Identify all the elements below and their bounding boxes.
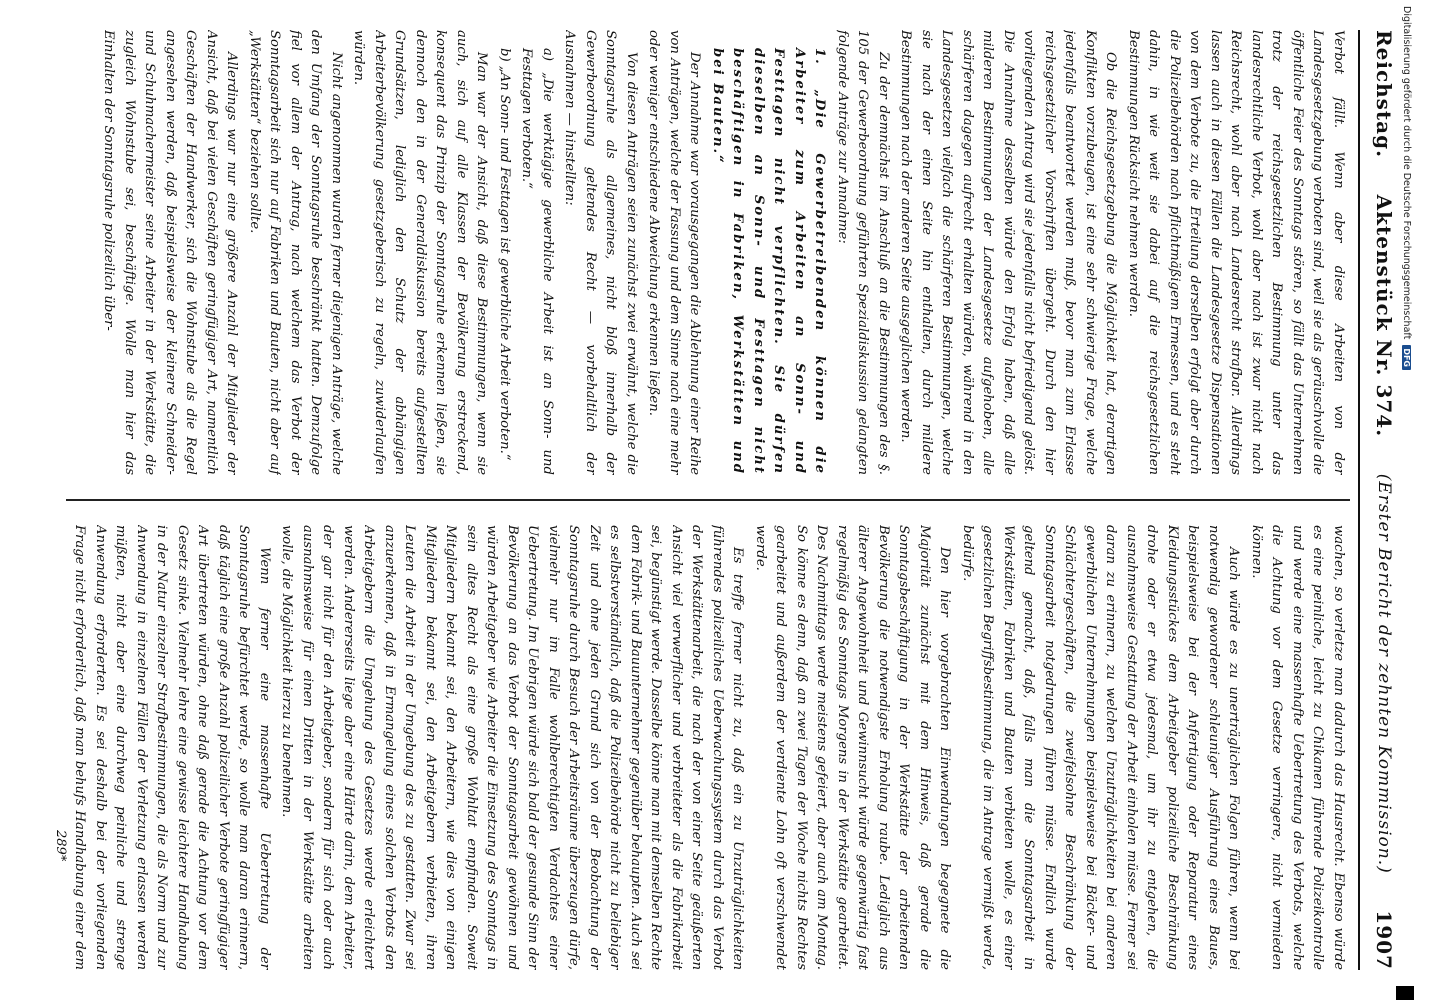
credit-text: Digitalisierung gefördert durch die Deutsche Forschungsgemeinschaft (1401, 6, 1413, 340)
header-document-number: Aktenstück Nr. 374. (1372, 194, 1396, 438)
paragraph: Wenn ferner eine massenhafte Uebertretung der Sonntagsruhe befürchtet werde, so wolle man daran erinnern, daß täglich eine große Anzahl polizeilicher Verbote geringfügiger Art übertreten würden, ohne daß gerade die Achtung vor dem Gesetz sinke. Vielmehr lehre eine gewisse leichtere Handhabung in der Natur einzelner Strafbestimmungen, die als Norm und zur Anwendung in einzelnen Fällen der Verletzung erlassen werden müßten, nicht aber eine durchweg peinliche und strenge Anwendung erforderten. Es sei deshalb bei der vorliegenden Frage nicht erforderlich, daß man behufs Handhabung einer dem (72, 525, 272, 970)
list-item-b: b) „An Sonn- und Festtagen ist gewerbliche Arbeit verboten.“ (497, 48, 512, 461)
paragraph: Zu der demnächst im Anschluß an die Bestimmungen des §. 105 der Gewerbeordnung geführten Spezialdiskussion gelangten folgende Anträge zur Annahme: (835, 30, 891, 475)
paragraph: Von diesen Anträgen seien zunächst zwei erwähnt, welche die Sonntagsruhe als allgemeines, nicht bloß innerhalb der Gewerbeordnung geltendes Recht — vorbehaltlich der Ausnahmen — hinstellten: (562, 30, 639, 475)
paragraph: Es treffe ferner nicht zu, daß ein zu Unzuträglichkeiten führendes polizeiliches Ueberwachungssystem durch das Verbot der Werkstättenarbeit, die nach der von einer Seite geäußerten Ansicht viel verwerflicher und verbreiteter als die Fabrikarbeit sei, begünstigt werde. Dasselbe könne man mit demselben Rechte dem Fabrik- und Bauunternehmer gegenüber behaupten. Auch sei es selbstverständlich, daß die Polizeibehörde nicht zu beliebiger Zeit und ohne jeden Grund sich von der Beobachtung der Sonntagsruhe durch Besuch der Arbeitsräume überzeugen dürfe, vielmehr nur im Falle wohlberechtigten Verdachtes einer Uebertretung. Im Uebrigen würde sich bald der gesunde Sinn der Bevölkerung an das Verbot der Sonntagsarbeit gewöhnen und würden Arbeitgeber wie Arbeiter die Einsetzung des Sonntags in sein altes Recht als eine große Wohltat empfinden. Soweit Mitgliedern bekannt sei, den Arbeitern, wie dies von einigen Mitgliedern bekannt sei, den Arbeitgebern verbieten, ihren Leuten die Arbeit in der Umgebung des zu gestatten. Zwar sei anzuerkennen, daß in Ermangelung eines solchen Verbots den Arbeitgebern die Umgehung des Gesetzes werde erleichtert werden. Andererseits liege aber eine Härte darin, dem Arbeiter, der gar nicht für den Arbeitgeber, sondern für sich oder auch ausnahmsweise für einen Dritten in der Werkstätte arbeiten wolle, die Möglichkeit hierzu zu benehmen. (279, 525, 746, 970)
header-left: Reichstag. (1372, 30, 1396, 159)
header-title: (Erster Bericht der zehnten Kommission.) (1374, 473, 1394, 874)
paragraph: Den hier vorgebrachten Einwendungen begegnete die Majorität zunächst mit dem Hinweis, daß gerade die Sonntagsbeschäftigung in der Werkstätte der arbeitenden Bevölkerung die notwendigste Erholung raube. Lediglich aus älterer Angewohnheit und Gewinnsucht würde gegenwärtig fast regelmäßig des Sonntags Morgens in der Werkstätte gearbeitet. Des Nachmittags werde meistens gefeiert, aber auch am Montag. So könne es denn, daß an zwei Tagen der Woche nichts Rechtes gearbeitet und außerdem der verdiente Lohn oft verschwendet werde. (753, 525, 953, 970)
page-number: 289* (53, 830, 68, 862)
column-divider (66, 499, 1350, 501)
paragraph: Ob die Reichsgesetzgebung die Möglichkeit hat, derartigen Konflikten vorzubeugen, ist eine sehr schwierige Frage, welche jedenfalls beantwortet werden muß, bevor man zum Erlasse reichsgesetzlicher Vorschriften übergeht. Durch den hier vorliegenden Antrag wird sie jedenfalls nicht befriedigend gelöst. Die Annahme desselben würde den Erfolg haben, daß alle milderen Bestimmungen der Landesgesetze aufgehoben, alle schärferen dagegen aufrecht erhalten würden, während in den Landesgesetzen vielfach die schärferen Bestimmungen, welche sie nach der einen Seite hin enthalten, durch mildere Bestimmungen nach der anderen Seite ausgeglichen werden. (898, 30, 1119, 475)
paragraph: Auch würde es zu unerträglichen Folgen führen, wenn bei notwendig gewordener schleuniger Ausführung eines Baues, beispielsweise bei der Anfertigung oder Reparatur eines Kleidungsstückes dem Arbeitgeber polizeiliche Beschränkung drohe oder er etwa jedesmal, um ihr zu entgehen, die ausnahmsweise Gestattung der Arbeit einholen müsse. Ferner sei daran zu erinnern, zu welchen Unzuträglichkeiten bei anderen gewerblichen Unternehmungen beispielsweise bei Bäcker- und Schlächtergeschäften, die zweifelsohne Beschränkung der Sonntagsarbeit notgedrungen führen müsse. Endlich wurde geltend gemacht, daß, falls man die Sonntagsarbeit in Werkstätten, Fabriken und Bauten verbieten wolle, es einer gesetzlichen Begriffsbestimmung, die im Antrage vermißt werde, bedürfe. (960, 525, 1242, 970)
digitization-credit (1400, 6, 1414, 806)
paragraph: wachen, so verletze man dadurch das Hausrecht. Ebenso würde es eine peinliche, leicht zu Chikanen führende Polizeikontrolle und werde eine massenhafte Uebertretung des Verbots, welche die Achtung vor dem Gesetze verringere, nicht vermieden können. (1249, 525, 1346, 970)
paragraph: Der Annahme war vorausgegangen die Ablehnung einer Reihe von Anträgen, welche der Fassung und dem Sinne nach eine mehr oder weniger entschiedene Abweichung erkennen ließen. (646, 30, 703, 475)
header-rule (1358, 30, 1360, 970)
document-page (46, 30, 1406, 970)
text-column-right (68, 525, 1348, 970)
paragraph: Man war der Ansicht, daß diese Bestimmungen, wenn sie auch, sich auf alle Klassen der Bevölkerung erstreckend, konsequent das Prinzip der Sonntagsruhe erkennen ließen, sie dennoch den in der Generaldiskussion bereits aufgestellten Grundsätzen, lediglich den Schutz der abhängigen Arbeiterbevölkerung gesetzgeberisch zu regeln, zuwiderlaufen würden. (351, 30, 490, 475)
paragraph: Allerdings war nur eine größere Anzahl der Mitglieder der Ansicht, daß bei vielen Geschäften geringfügiger Art, namentlich Geschäften der Handwerker, sich die Wohnstube als die Regel angesehen werden, daß beispielsweise der kleinere Schneider- und Schuhmachermeister seine Arbeiter in der Werkstätte, die zugleich Wohnstube sei, beschäftige. Wolle man hier das Einhalten der Sonntagsruhe polizeilich über- (101, 30, 240, 475)
header-year: 1907 (1372, 910, 1396, 970)
paragraph: Verbot fällt. Wenn aber diese Arbeiten von der Landesgesetzgebung verboten sind, weil sie als geräuschvolle die öffentliche Feier des Sonntags stören, so fällt das Unternehmen trotz der reichsgesetzlichen Bestimmung unter das landesrechtliche Verbot, wohl aber nach ist zwar nicht nach Reichsrecht, wohl aber nach Landesrecht strafbar. Allerdings lassen auch in diesen Fällen die Landesgesetze Dispensationen von dem Verbote zu, die Erteilung derselben erfolgt aber durch die Polizeibehörden nach pflichtmäßigem Ermessen, und es steht dahin, in wie weit sie dabei auf die reichsgesetzlichen Bestimmungen Rücksicht nehmen werden. (1126, 30, 1346, 475)
text-column-left (68, 30, 1348, 475)
dfg-logo: DFG (1403, 345, 1412, 370)
list-item-a: a) „Die werktägige gewerbliche Arbeit ist an Sonn- und Festtagen verboten.“ (519, 48, 555, 475)
motion-text: 1. „Die Gewerbetreibenden können die Arbeiter zum Arbeiten an Sonn- und Festtagen nicht verpflichten. Sie dürfen dieselben an Sonn- und Festtagen nicht beschäftigen in Fabriken, Werkstätten und bei Bauten.“ (710, 48, 828, 475)
scan-corner-mark (1396, 986, 1414, 1000)
paragraph: Nicht angenommen wurden ferner diejenigen Anträge, welche den Umfang der Sonntagsruhe beschränkt hatten. Demzufolge fiel vor allem der Antrag, nach welchem das Verbot der Sonntagsarbeit sich nur auf Fabriken und Bauten, nicht aber auf „Werkstätten“ beziehen sollte. (247, 30, 344, 475)
